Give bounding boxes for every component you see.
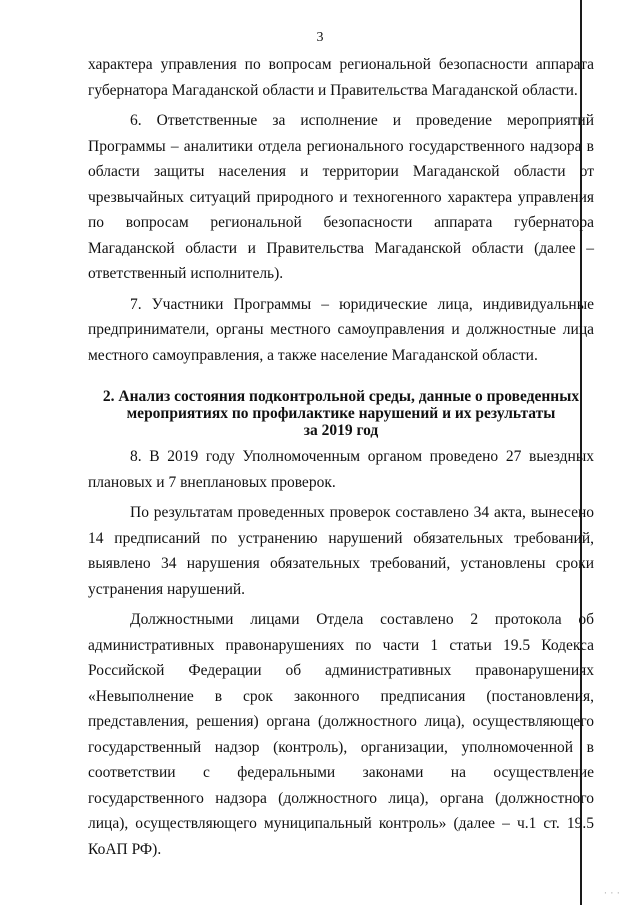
paragraph-8: 8. В 2019 году Уполномоченным органом проведено 27 выездных плановых и 7 внеплановых проверок. <box>88 448 594 491</box>
section-heading-line-1: 2. Анализ состояния подконтрольной среды, данные о проведенных <box>102 388 580 405</box>
page-number: 3 <box>316 30 324 45</box>
paragraph-continuation: характера управления по вопросам региональной безопасности аппарата губернатора Магаданской области и Правительства Магаданской области. <box>88 56 594 99</box>
section-heading-line-2: мероприятиях по профилактике нарушений и их результаты <box>126 405 556 422</box>
paragraph-7: 7. Участники Программы – юридические лица, индивидуальные предприниматели, органы местного самоуправления и должностные лица местного самоуправления, а также население Магаданской области. <box>88 295 594 364</box>
scan-mark: ··· <box>602 889 622 899</box>
paragraph-6: 6. Ответственные за исполнение и проведение мероприятий Программы – аналитики отдела регионального государственного надзора в области защиты населения и территории Магаданской области от чрезвычайных ситуаций природного и техногенного характера управления по вопросам региональной безопасности аппарата губернатора Магаданской области и Правительства Магаданской области (далее – ответственный исполнитель). <box>88 112 594 282</box>
paragraph-10: Должностными лицами Отдела составлено 2 протокола об административных правонарушениях по части 1 статьи 19.5 Кодекса Российской Федерации об административных правонарушениях «Невыполнение в срок законного предписания (постановления, представления, решения) органа (должностного лица), осуществляющего государственный надзор (контроль), организации, уполномоченной в соответствии с федеральными законами на осуществление государственного надзора (должностного лица), органа (должностного лица), осуществляющего муниципальный контроль» (далее – ч.1 ст. 19.5 КоАП РФ). <box>88 611 594 858</box>
paragraph-9: По результатам проведенных проверок составлено 34 акта, вынесено 14 предписаний по устранению нарушений обязательных требований, выявлено 34 нарушения обязательных требований, установлены сроки устранения нарушений. <box>88 504 594 598</box>
section-heading <box>88 388 594 439</box>
section-heading-line-3: за 2019 год <box>303 422 379 439</box>
document-body <box>88 52 594 862</box>
